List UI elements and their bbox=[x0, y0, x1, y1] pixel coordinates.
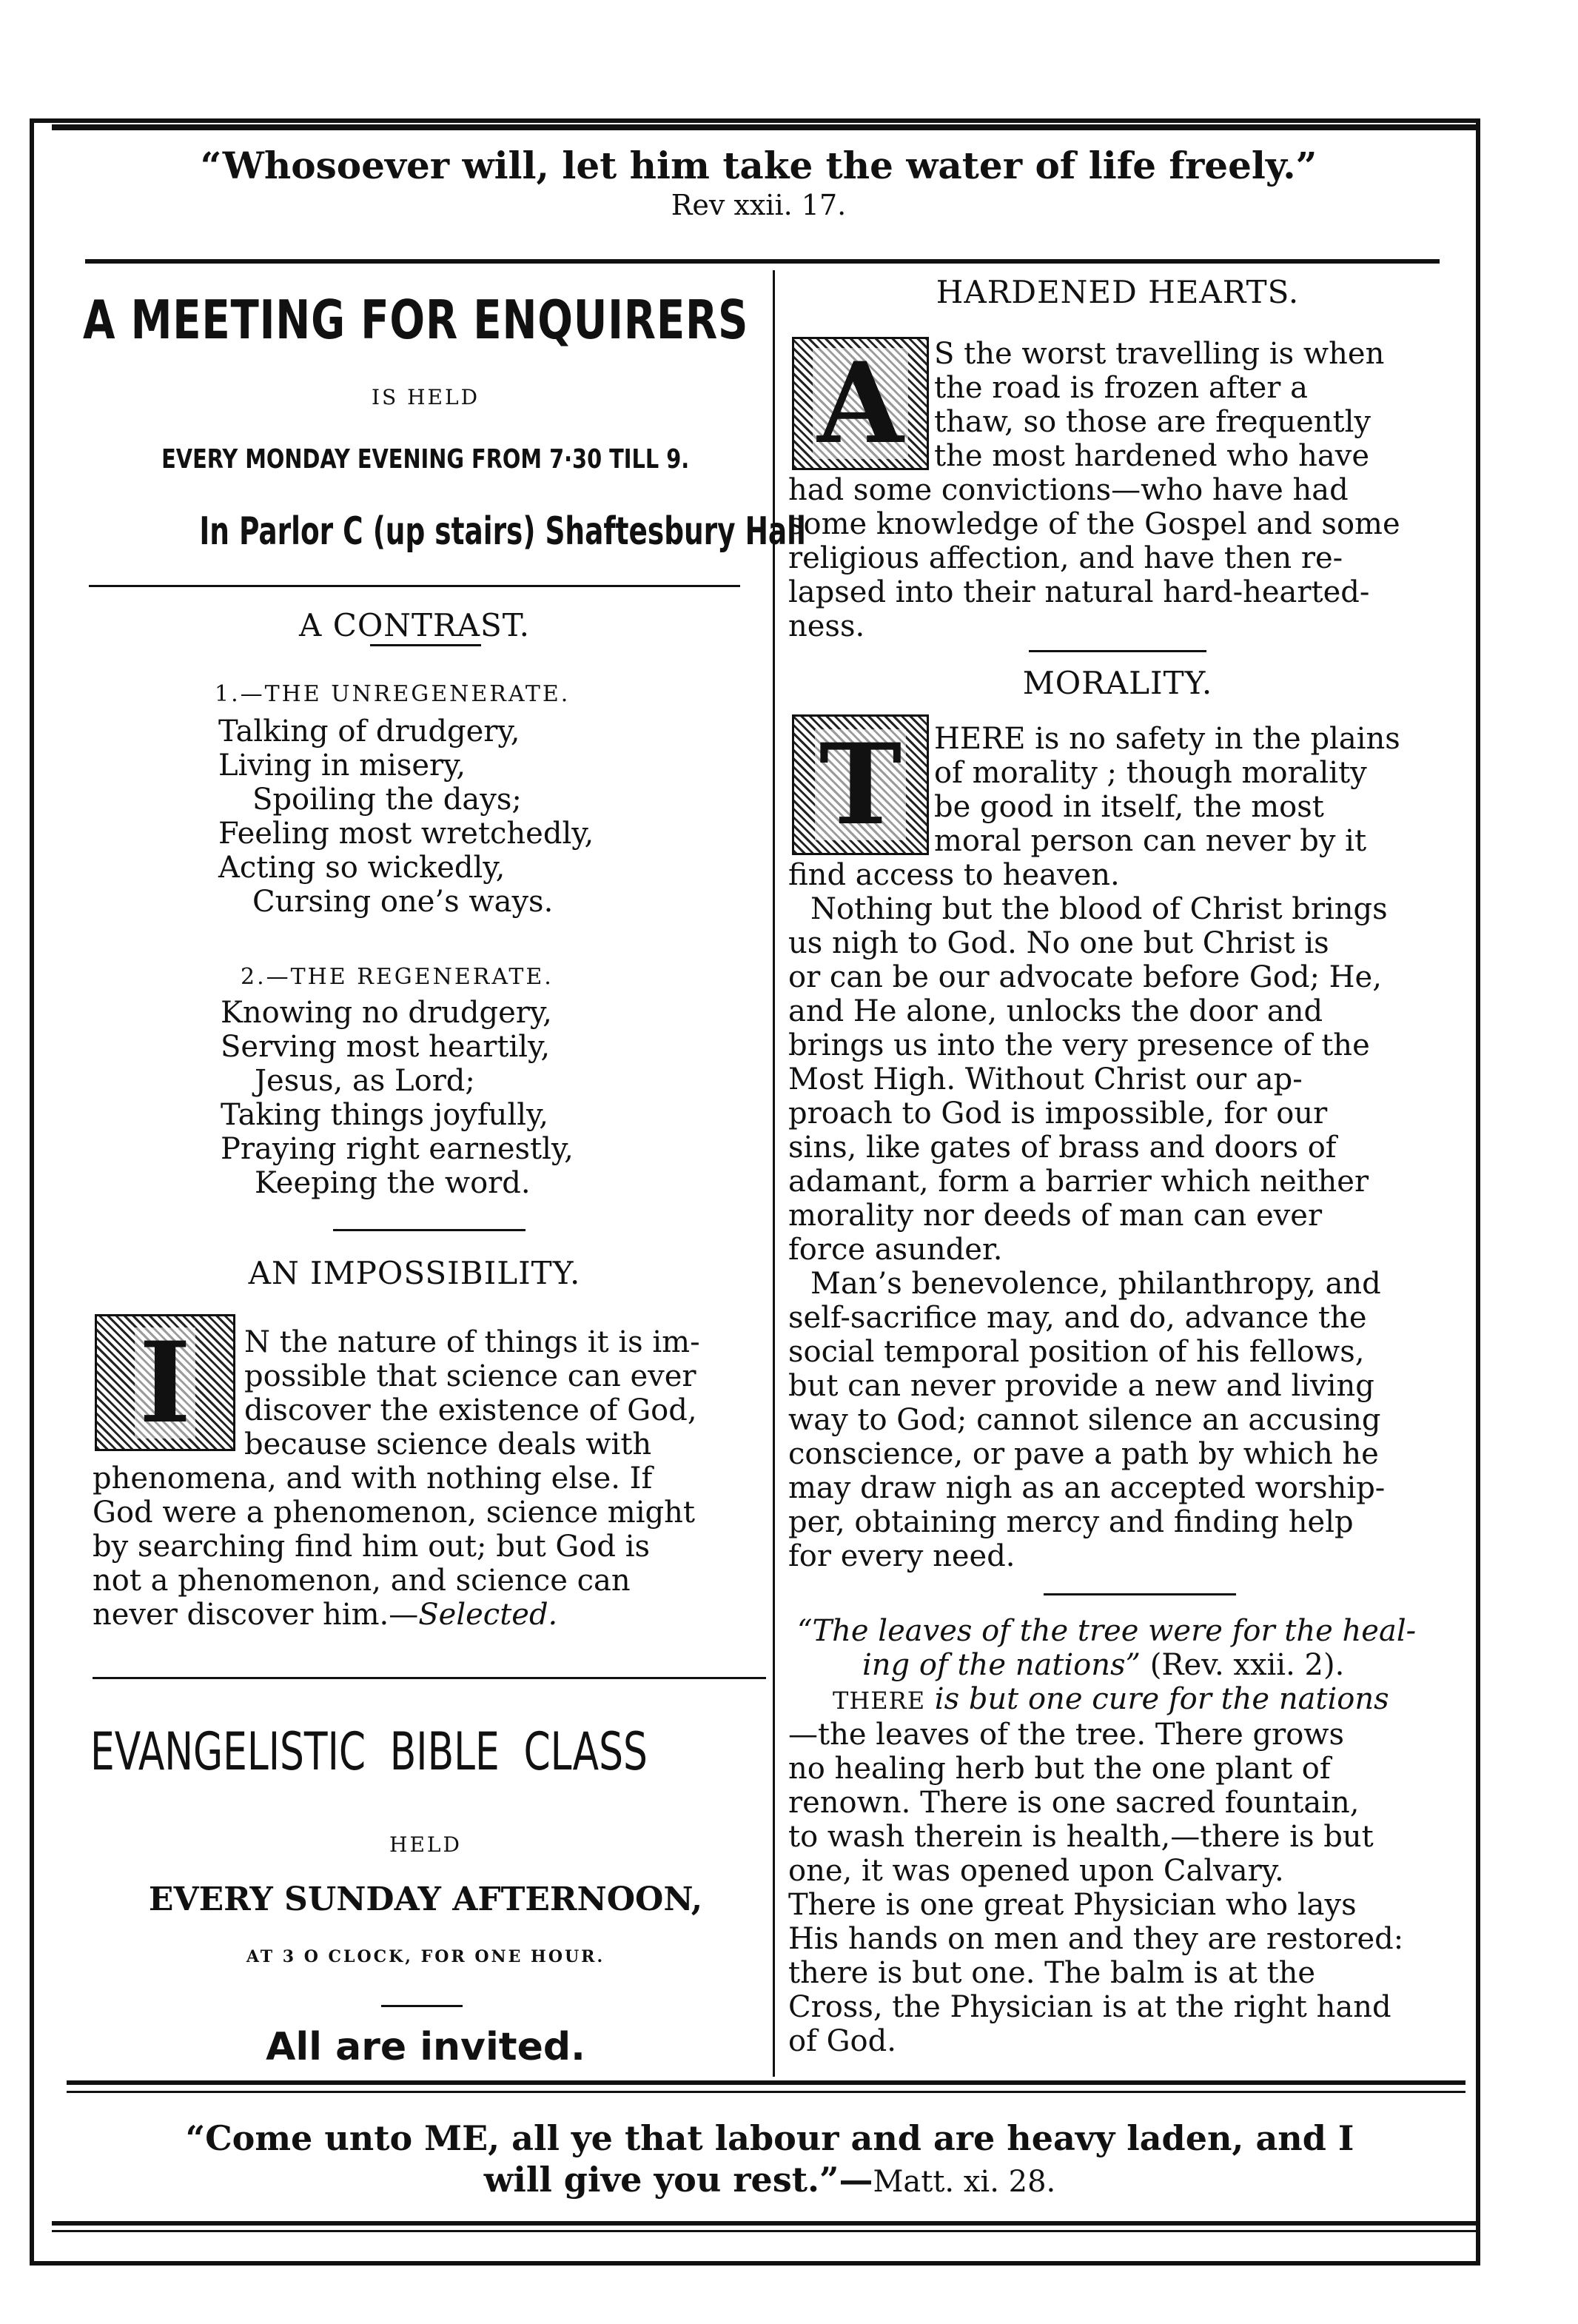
text-line: God were a phenomenon, science might bbox=[93, 1496, 695, 1530]
text-line: social temporal position of his fellows, bbox=[788, 1335, 1365, 1369]
invite-line: All are invited. bbox=[266, 2025, 585, 2069]
text-line: because science deals with bbox=[244, 1427, 652, 1461]
text-line bbox=[788, 1682, 1454, 1718]
leaves-quote-ref: (Rev. xxii. 2). bbox=[1149, 1648, 1345, 1682]
poem-line: Acting so wickedly, bbox=[218, 851, 506, 885]
text-line: be good in itself, the most bbox=[934, 790, 1324, 824]
bible-class-time: AT 3 O CLOCK, FOR ONE HOUR. bbox=[246, 1947, 605, 1966]
impossibility-body-indented bbox=[244, 1325, 762, 1461]
text-line: adamant, form a barrier which neither bbox=[788, 1165, 1369, 1199]
text-line: Nothing but the blood of Christ brings bbox=[810, 892, 1388, 926]
text-line: no healing herb but the one plant of bbox=[788, 1752, 1331, 1786]
hardened-title: HARDENED HEARTS. bbox=[936, 274, 1300, 310]
hardened-end-rule bbox=[1029, 650, 1206, 652]
text-line: us nigh to God. No one but Christ is bbox=[788, 926, 1329, 960]
poem-line: Taking things joyfully, bbox=[221, 1098, 549, 1132]
dropcap-i-ornament bbox=[95, 1314, 235, 1451]
dropcap-i-letter: I bbox=[135, 1327, 195, 1439]
contrast-part2-heading: 2.—THE REGENERATE. bbox=[241, 964, 554, 990]
text-line: of God. bbox=[788, 2024, 896, 2058]
text-line: not a phenomenon, and science can bbox=[93, 1564, 631, 1598]
text-line bbox=[788, 1614, 1454, 1648]
text-line: had some convictions—who have had bbox=[788, 473, 1349, 507]
text-line: morality nor deeds of man can ever bbox=[788, 1199, 1323, 1233]
meeting-is-held: IS HELD bbox=[371, 385, 480, 409]
bible-class-held: HELD bbox=[389, 1832, 462, 1857]
dropcap-t-ornament bbox=[792, 714, 929, 855]
poem-line: Feeling most wretchedly, bbox=[218, 817, 594, 851]
impossibility-body bbox=[93, 1461, 766, 1632]
poem-line: Praying right earnestly, bbox=[221, 1132, 574, 1166]
leaves-quote-line1: “The leaves of the tree were for the heal- bbox=[797, 1614, 1417, 1648]
selected-signature: Selected. bbox=[418, 1598, 558, 1632]
impossibility-end-rule bbox=[93, 1677, 766, 1679]
text-line: may draw nigh as an accepted worship- bbox=[788, 1471, 1386, 1505]
text-line: There is one great Physician who lays bbox=[788, 1888, 1357, 1922]
contrast-part2-poem bbox=[221, 996, 739, 1200]
leaves-quote-line2: ing of the nations” bbox=[862, 1648, 1141, 1682]
dropcap-a-ornament bbox=[792, 337, 929, 470]
meeting-schedule bbox=[81, 444, 770, 475]
leaves-lead-word: THERE bbox=[833, 1687, 926, 1715]
meeting-location-text: In Parlor C (up stairs) Shaftesbury Hall bbox=[199, 509, 806, 554]
text-line: by searching find him out; but God is bbox=[93, 1530, 651, 1564]
footer-quote-line1: “Come unto ME, all ye that labour and are heavy laden, and I bbox=[185, 2118, 1354, 2158]
morality-title: MORALITY. bbox=[1022, 665, 1213, 701]
text-line: moral person can never by it bbox=[934, 824, 1367, 858]
contrast-end-rule bbox=[333, 1229, 526, 1231]
text-line: some knowledge of the Gospel and some bbox=[788, 507, 1400, 541]
poem-line: Keeping the word. bbox=[255, 1166, 531, 1200]
text-line: religious affection, and have then re- bbox=[788, 541, 1343, 575]
text-line: ness. bbox=[788, 609, 865, 643]
text-line: thaw, so those are frequently bbox=[934, 405, 1371, 439]
meeting-schedule-text: EVERY MONDAY EVENING FROM 7·30 TILL 9. bbox=[161, 444, 690, 475]
footer-rule-2 bbox=[67, 2091, 1465, 2093]
text-line: self-sacrifice may, and do, advance the bbox=[788, 1301, 1367, 1335]
poem-line: Talking of drudgery, bbox=[218, 714, 520, 749]
text-line: force asunder. bbox=[788, 1233, 1003, 1267]
text-line: brings us into the very presence of the bbox=[788, 1028, 1370, 1062]
text-line: way to God; cannot silence an accusing bbox=[788, 1403, 1381, 1437]
text-line: N the nature of things it is im- bbox=[244, 1325, 700, 1359]
text-line: S the worst travelling is when bbox=[934, 337, 1385, 371]
text-line: per, obtaining mercy and finding help bbox=[788, 1505, 1354, 1539]
impossibility-title: AN IMPOSSIBILITY. bbox=[248, 1255, 581, 1291]
text-line: find access to heaven. bbox=[788, 858, 1120, 892]
footer-quote-text: will give you rest.”— bbox=[483, 2160, 873, 2200]
contrast-title-rule bbox=[370, 644, 481, 646]
text-line: —the leaves of the tree. There grows bbox=[788, 1718, 1345, 1752]
top-rule bbox=[52, 124, 1480, 130]
poem-line: Serving most heartily, bbox=[221, 1030, 551, 1064]
text-line: Man’s benevolence, philanthropy, and bbox=[810, 1267, 1381, 1301]
header-rule bbox=[85, 259, 1440, 264]
footer-quote-reference: Matt. xi. 28. bbox=[873, 2165, 1056, 2199]
header-quote: “Whosoever will, let him take the water of life freely.” bbox=[200, 144, 1317, 187]
poem-line: Living in misery, bbox=[218, 749, 466, 783]
meeting-rule bbox=[89, 585, 740, 587]
text-line: of morality ; though morality bbox=[934, 756, 1367, 790]
text-line: Most High. Without Christ our ap- bbox=[788, 1062, 1303, 1096]
text-line: there is but one. The balm is at the bbox=[788, 1956, 1316, 1990]
text-line: and He alone, unlocks the door and bbox=[788, 994, 1323, 1028]
text-line: HERE is no safety in the plains bbox=[934, 722, 1400, 756]
contrast-part1-heading: 1.—THE UNREGENERATE. bbox=[215, 681, 571, 707]
footer-rule-top bbox=[67, 2080, 1465, 2085]
hardened-body-indented bbox=[934, 337, 1452, 473]
text-line: proach to God is impossible, for our bbox=[788, 1096, 1328, 1131]
poem-line: Spoiling the days; bbox=[252, 783, 522, 817]
header-quote-reference: Rev xxii. 17. bbox=[671, 189, 847, 221]
leaves-body bbox=[788, 1614, 1454, 2058]
dropcap-t-letter: T bbox=[815, 729, 907, 840]
dropcap-a-letter: A bbox=[813, 348, 907, 459]
bottom-rule bbox=[52, 2221, 1480, 2226]
text-line: or can be our advocate before God; He, bbox=[788, 960, 1382, 994]
text-line: possible that science can ever bbox=[244, 1359, 696, 1393]
text-line bbox=[93, 1598, 766, 1632]
bible-class-title-text: EVANGELISTIC BIBLE CLASS bbox=[90, 1721, 648, 1782]
text-line bbox=[788, 1648, 1454, 1682]
morality-body-indented bbox=[934, 722, 1452, 858]
meeting-location bbox=[81, 509, 806, 554]
text-line: conscience, or pave a path by which he bbox=[788, 1437, 1379, 1471]
meeting-title: A MEETING FOR ENQUIRERS bbox=[83, 289, 749, 351]
bible-class-title bbox=[90, 1721, 779, 1782]
contrast-part1-poem bbox=[218, 714, 736, 919]
poem-line: Knowing no drudgery, bbox=[221, 996, 552, 1030]
morality-end-rule bbox=[1044, 1593, 1236, 1595]
poem-line: Jesus, as Lord; bbox=[255, 1064, 475, 1098]
text-line: sins, like gates of brass and doors of bbox=[788, 1131, 1337, 1165]
text-line: one, it was opened upon Calvary. bbox=[788, 1854, 1284, 1888]
text-line: the most hardened who have bbox=[934, 439, 1369, 473]
text-line: phenomena, and with nothing else. If bbox=[93, 1461, 653, 1496]
bible-class-when: EVERY SUNDAY AFTERNOON, bbox=[148, 1881, 703, 1918]
contrast-title: A CONTRAST. bbox=[299, 607, 530, 643]
footer-quote-line2 bbox=[118, 2159, 1421, 2203]
bible-class-rule bbox=[381, 2005, 463, 2007]
text-fragment: never discover him.— bbox=[93, 1598, 419, 1632]
text-line: but can never provide a new and living bbox=[788, 1369, 1374, 1403]
bottom-rule-2 bbox=[52, 2230, 1480, 2232]
morality-body bbox=[788, 858, 1454, 1573]
text-line: renown. There is one sacred fountain, bbox=[788, 1786, 1360, 1820]
text-line: discover the existence of God, bbox=[244, 1393, 697, 1427]
footer-quote bbox=[118, 2117, 1421, 2203]
text-line: His hands on men and they are restored: bbox=[788, 1922, 1404, 1956]
hardened-body bbox=[788, 473, 1454, 643]
text-line: the road is frozen after a bbox=[934, 371, 1308, 405]
poem-line: Cursing one’s ways. bbox=[252, 885, 554, 919]
leaves-lead-rest: is but one cure for the nations bbox=[934, 1682, 1389, 1716]
text-line: lapsed into their natural hard-hearted- bbox=[788, 575, 1370, 609]
text-line: for every need. bbox=[788, 1539, 1015, 1573]
text-line: Cross, the Physician is at the right hand bbox=[788, 1990, 1391, 2024]
text-line: to wash therein is health,—there is but bbox=[788, 1820, 1374, 1854]
